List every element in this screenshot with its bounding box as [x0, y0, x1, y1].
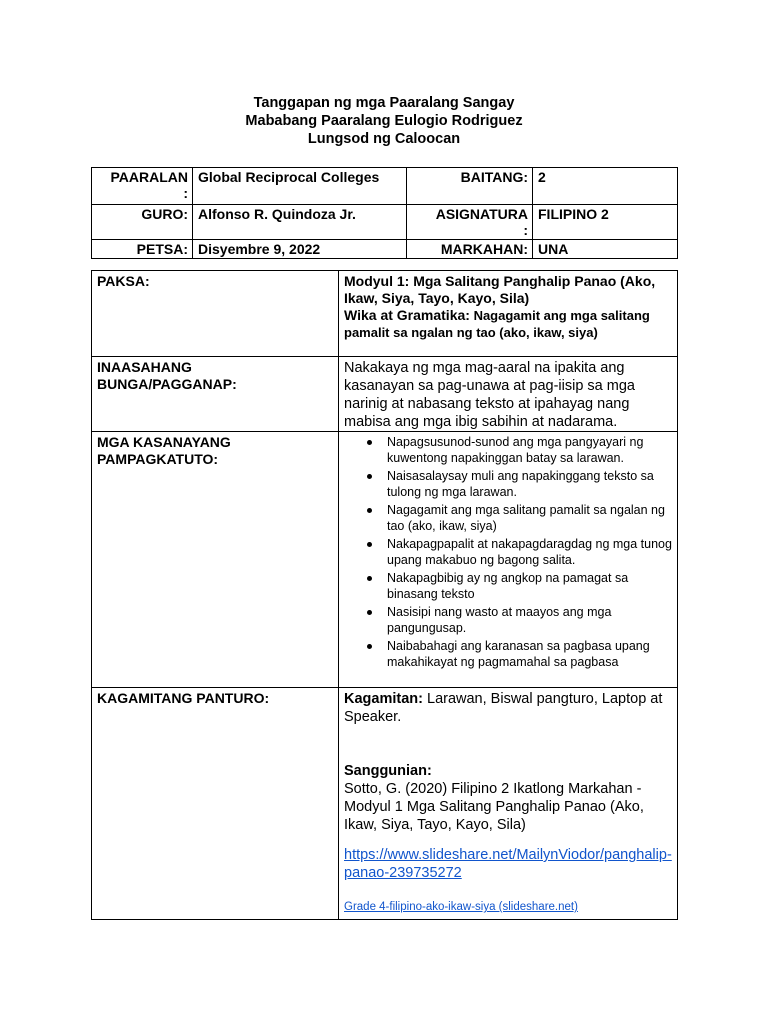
petsa-label: PETSA: — [92, 240, 193, 259]
list-item: Nasisipi nang wasto at maayos ang mga pangungusap. — [387, 604, 673, 636]
list-item: Nakapagpapalit at nakapagdaragdag ng mga tunog upang makabuo ng bagong salita. — [387, 536, 673, 568]
markahan-value: UNA — [533, 240, 678, 259]
bullet-icon — [367, 508, 372, 513]
kagamitan-content — [339, 688, 678, 920]
paksa-content — [339, 271, 678, 357]
info-table — [91, 167, 678, 259]
list-item: Napagsusunod-sunod ang mga pangyayari ng kuwentong napakinggan batay sa larawan. — [387, 434, 673, 466]
wika-text: Nagagamit ang mga salitang pamalit sa ngalan ng tao (ako, ikaw, siya) — [344, 308, 650, 340]
paksa-wika — [344, 307, 673, 341]
bullet-icon — [367, 610, 372, 615]
bullet-icon — [367, 644, 372, 649]
list-item: Naibabahagi ang karanasan sa pagbasa upang makahikayat ng pagmamahal sa pagbasa — [387, 638, 673, 670]
inaasahang-label: INAASAHANG BUNGA/PAGGANAP: — [92, 357, 339, 432]
asignatura-label: ASIGNATURA : — [407, 205, 533, 240]
list-item: Nagagamit ang mga salitang pamalit sa ngalan ng tao (ako, ikaw, siya) — [387, 502, 673, 534]
bullet-icon — [367, 440, 372, 445]
kagamitan-materials-text: Larawan, Biswal pangturo, Laptop at Speaker. — [344, 691, 663, 725]
wika-label: Wika at Gramatika: — [344, 307, 470, 323]
petsa-value: Disyembre 9, 2022 — [193, 240, 407, 259]
baitang-label: BAITANG: — [407, 168, 533, 205]
paaralan-label: PAARALAN : — [92, 168, 193, 205]
reference-link-2[interactable]: Grade 4-filipino-ako-ikaw-siya (slideshare.net) — [344, 901, 578, 913]
bullet-icon — [367, 474, 372, 479]
document-header — [0, 94, 768, 148]
asignatura-value: FILIPINO 2 — [533, 205, 678, 240]
markahan-label: MARKAHAN: — [407, 240, 533, 259]
kasanayan-list — [344, 434, 673, 670]
kasanayan-label: MGA KASANAYANG PAMPAGKATUTO: — [92, 432, 339, 688]
lesson-table — [91, 270, 678, 920]
list-item: Naisasalaysay muli ang napakinggang teksto sa tulong ng mga larawan. — [387, 468, 673, 500]
paksa-title: Modyul 1: Mga Salitang Panghalip Panao (Ako, Ikaw, Siya, Tayo, Kayo, Sila) — [344, 273, 656, 306]
header-school: Mababang Paaralang Eulogio Rodriguez — [245, 113, 523, 129]
sanggunian-text: Sotto, G. (2020) Filipino 2 Ikatlong Markahan - Modyul 1 Mga Salitang Panghalip Panao (Ako, Ikaw, Siya, Tayo, Kayo, Sila) — [344, 781, 644, 833]
baitang-value: 2 — [533, 168, 678, 205]
bullet-icon — [367, 542, 372, 547]
list-item: Nakapagbibig ay ng angkop na pamagat sa binasang teksto — [387, 570, 673, 602]
guro-value: Alfonso R. Quindoza Jr. — [193, 205, 407, 240]
paksa-label: PAKSA: — [92, 271, 339, 357]
kagamitan-materials — [344, 690, 673, 726]
paaralan-value: Global Reciprocal Colleges — [193, 168, 407, 205]
inaasahang-text: Nakakaya ng mga mag-aaral na ipakita ang kasanayan sa pag-unawa at pag-iisip sa mga narinig at nabasang teksto at ipahayag nang mabisa ang mga ibig sabihin at nadarama. — [339, 357, 678, 432]
bullet-icon — [367, 576, 372, 581]
header-office: Tanggapan ng mga Paaralang Sangay — [253, 95, 515, 111]
kagamitan-materials-label: Kagamitan: — [344, 691, 423, 707]
reference-link-1[interactable]: https://www.slideshare.net/MailynViodor/panghalip-panao-239735272 — [344, 847, 672, 881]
kasanayan-content — [339, 432, 678, 688]
guro-label: GURO: — [92, 205, 193, 240]
sanggunian-label: Sanggunian: — [344, 763, 432, 779]
header-city: Lungsod ng Caloocan — [307, 131, 461, 147]
kagamitan-label: KAGAMITANG PANTURO: — [92, 688, 339, 920]
